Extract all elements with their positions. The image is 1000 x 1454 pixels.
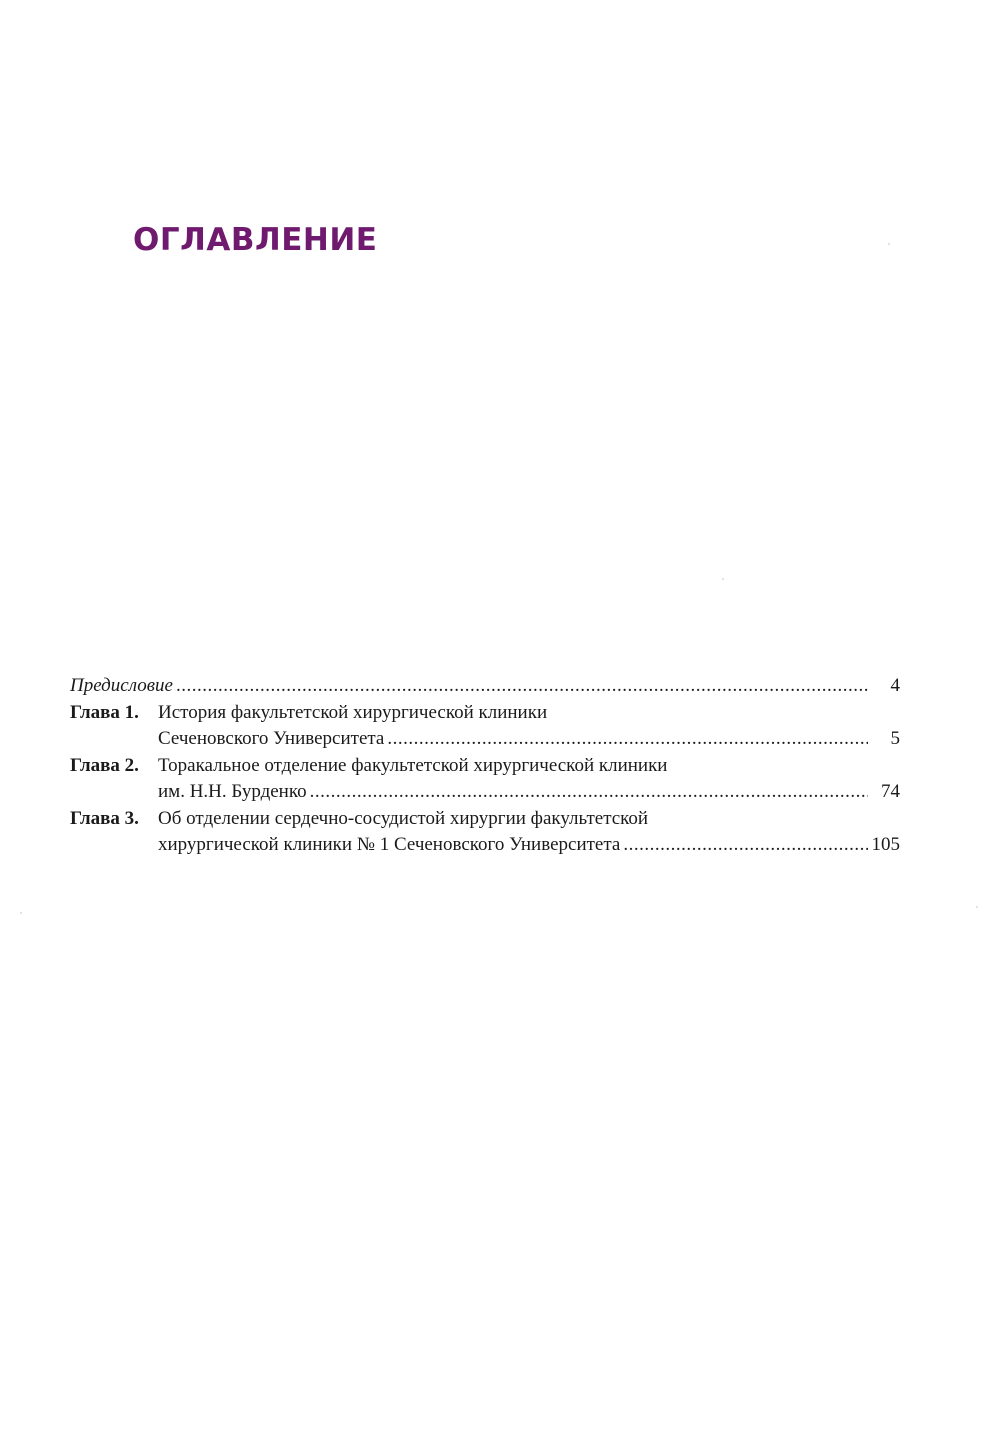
toc-entry-chapter-2[interactable] xyxy=(70,753,900,780)
chapter-title-line: Торакальное отделение факультетской хирургической клиники xyxy=(158,754,668,776)
chapter-label: Глава 1. xyxy=(70,701,139,723)
chapter-title-line: История факультетской хирургической клиники xyxy=(158,701,548,723)
toc-entry-chapter-1-cont[interactable] xyxy=(70,726,900,753)
toc-entry-chapter-3-cont[interactable] xyxy=(70,832,900,859)
scan-speck xyxy=(722,578,724,580)
dot-leader xyxy=(387,726,868,753)
dot-leader xyxy=(176,673,868,700)
toc-entry-chapter-3[interactable] xyxy=(70,806,900,833)
preface-title: Предисловие xyxy=(70,675,173,696)
dot-leader xyxy=(623,832,867,859)
scan-speck xyxy=(888,243,890,245)
page-number: 4 xyxy=(890,675,900,696)
scan-speck xyxy=(976,906,978,908)
scan-speck xyxy=(20,912,22,914)
chapter-title-line: Об отделении сердечно-сосудистой хирургии факультетской xyxy=(158,807,649,829)
dot-leader xyxy=(310,779,868,806)
table-of-contents xyxy=(70,673,900,859)
page-number: 5 xyxy=(890,728,900,749)
chapter-label: Глава 2. xyxy=(70,754,139,776)
chapter-title-line: хирургической клиники № 1 Сеченовского Университета xyxy=(158,834,621,855)
chapter-label: Глава 3. xyxy=(70,807,139,829)
page-title: ОГЛАВЛЕНИЕ xyxy=(133,222,378,258)
page-number: 105 xyxy=(871,834,900,855)
toc-entry-chapter-1[interactable] xyxy=(70,700,900,727)
toc-entry-preface[interactable] xyxy=(70,673,900,700)
toc-entry-chapter-2-cont[interactable] xyxy=(70,779,900,806)
page-number: 74 xyxy=(881,781,900,802)
chapter-title-line: Сеченовского Университета xyxy=(158,728,385,749)
chapter-title-line: им. Н.Н. Бурденко xyxy=(158,781,307,802)
